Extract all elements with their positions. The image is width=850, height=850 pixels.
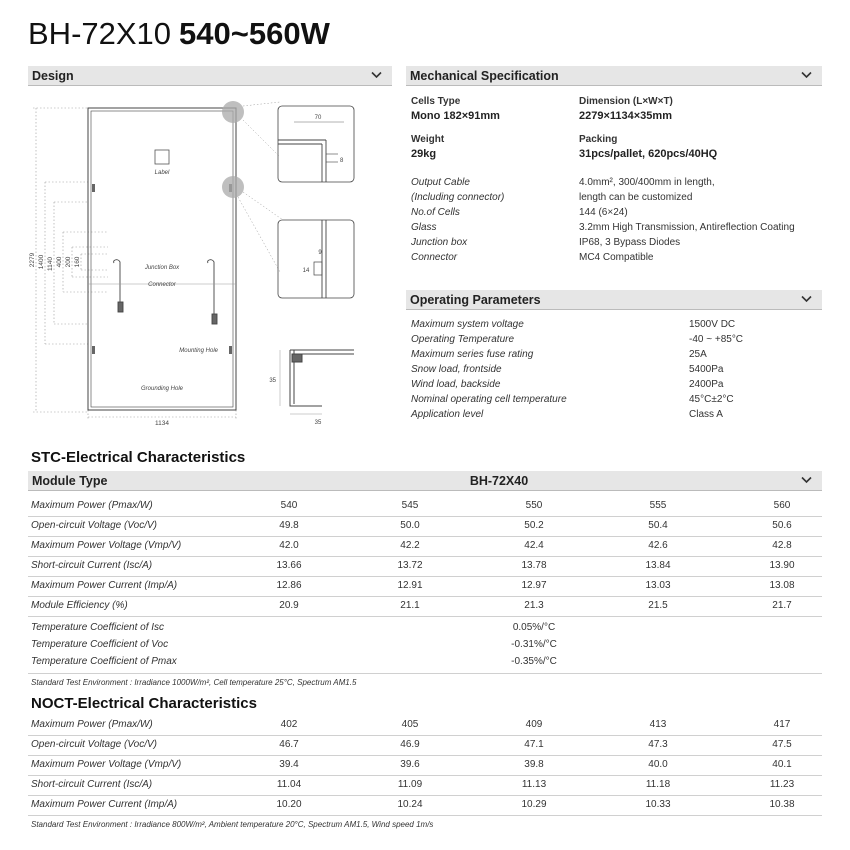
noct-cell: 10.20 [276,799,302,810]
noct-note: Standard Test Environment : Irradiance 800W/m², Ambient temperature 20°C, Spectrum AM1.5, Wind speed 1m/s [31,820,434,829]
stc-cell: 50.6 [772,520,792,531]
chevron-down-icon[interactable] [801,476,812,484]
temp-coef-name: Temperature Coefficient of Pmax [31,656,177,667]
stc-cell: 42.0 [279,540,299,551]
stc-cell: 21.5 [648,600,668,611]
operating-row-value: 45°C±2°C [689,394,734,405]
stc-cell: 13.90 [769,560,795,571]
noct-cell: 413 [649,719,667,730]
weight-label: Weight [411,134,445,145]
noct-cell: 10.29 [521,799,547,810]
power-range: 540~560W [179,16,330,51]
operating-row-name: Wind load, backside [411,379,501,390]
stc-cell: 560 [773,500,791,511]
stc-row-name: Short-circuit Current (Isc/A) [31,560,153,571]
mech-row-value: 4.0mm², 300/400mm in length, [579,177,715,188]
page-title [28,14,330,54]
operating-section-header[interactable] [406,290,822,310]
operating-row-value: 1500V DC [689,319,736,330]
mechanical-section-header[interactable] [406,66,822,86]
dim-160: 160 [74,256,81,268]
stc-row [28,576,822,597]
stc-cell: 12.86 [276,580,302,591]
stc-row-name: Module Efficiency (%) [31,600,128,611]
mech-row-name: Output Cable [411,177,470,188]
stc-row-name: Maximum Power Current (Imp/A) [31,580,178,591]
noct-row-name: Maximum Power Current (Imp/A) [31,799,178,810]
label-text: Label [154,170,170,176]
noct-heading: NOCT-Electrical Characteristics [31,695,257,712]
operating-row-name: Operating Temperature [411,334,515,345]
noct-cell: 39.4 [279,759,299,770]
noct-cell: 40.0 [648,759,668,770]
operating-row-value: 5400Pa [689,364,724,375]
cells-type-value: Mono 182×91mm [411,110,500,122]
dimension-value: 2279×1134×35mm [579,110,672,122]
dim-width: 1134 [155,420,169,427]
stc-cell: 49.8 [279,520,299,531]
dimension-label: Dimension (L×W×T) [579,96,673,107]
mech-row-value: IP68, 3 Bypass Diodes [579,237,681,248]
stc-heading: STC-Electrical Characteristics [31,449,246,466]
stc-row-name: Maximum Power (Pmax/W) [31,500,153,511]
noct-cell: 39.8 [524,759,544,770]
stc-row-name: Open-circuit Voltage (Voc/V) [31,520,157,531]
stc-cell: 13.66 [276,560,302,571]
module-type-header[interactable] [28,471,822,491]
stc-cell: 13.78 [521,560,547,571]
stc-cell: 550 [525,500,543,511]
dim-9: 9 [318,250,322,256]
operating-row-name: Application level [411,409,484,420]
cells-type-label: Cells Type [411,96,461,107]
dim-height: 2279 [29,252,36,268]
stc-cell: 42.2 [400,540,420,551]
noct-cell: 409 [525,719,543,730]
noct-cell: 47.1 [524,739,544,750]
stc-row [28,556,822,577]
noct-row [28,775,822,796]
noct-cell: 402 [280,719,298,730]
noct-cell: 10.24 [397,799,423,810]
stc-cell: 545 [401,500,419,511]
stc-cell: 13.72 [397,560,423,571]
noct-row [28,735,822,756]
stc-cell: 42.8 [772,540,792,551]
stc-row [28,516,822,537]
mounting-hole-label: Mounting Hole [179,348,218,354]
mech-row-value: MC4 Compatible [579,252,654,263]
design-section-title: Design [32,69,74,83]
noct-cell: 11.09 [397,779,423,790]
mech-row-value: 3.2mm High Transmission, Antireflection Coating [579,222,795,233]
stc-cell: 540 [280,500,298,511]
stc-cell: 12.97 [521,580,547,591]
stc-cell: 13.84 [645,560,671,571]
dim-35-height: 35 [269,378,276,384]
module-type-label: Module Type [32,474,108,488]
chevron-down-icon[interactable] [801,71,812,79]
stc-cell: 13.08 [769,580,795,591]
stc-cell: 20.9 [279,600,299,611]
noct-cell: 11.04 [276,779,302,790]
stc-note: Standard Test Environment : Irradiance 1000W/m², Cell temperature 25°C, Spectrum AM1.5 [31,678,357,687]
temp-coef-name: Temperature Coefficient of Voc [31,639,169,650]
stc-row [28,496,822,517]
noct-cell: 40.1 [772,759,792,770]
stc-row-name: Maximum Power Voltage (Vmp/V) [31,540,182,551]
stc-cell: 50.2 [524,520,544,531]
dim-14: 14 [302,268,310,274]
module-type-value: BH-72X40 [469,474,529,488]
noct-cell: 405 [401,719,419,730]
dim-1140: 1140 [47,257,54,271]
stc-row [28,536,822,557]
noct-row-name: Short-circuit Current (Isc/A) [31,779,153,790]
noct-cell: 10.38 [769,799,795,810]
chevron-down-icon[interactable] [371,71,382,79]
noct-row [28,715,822,736]
temp-coef-value: 0.05%/°C [512,622,556,633]
mech-row-name: Junction box [411,237,468,248]
dim-70: 70 [314,115,322,121]
stc-cell: 555 [649,500,667,511]
packing-value: 31pcs/pallet, 620pcs/40HQ [579,148,718,160]
noct-cell: 11.13 [521,779,547,790]
noct-row-name: Maximum Power Voltage (Vmp/V) [31,759,182,770]
temp-coef-value: -0.31%/°C [511,639,557,650]
mech-row-value: length can be customized [579,192,693,203]
noct-cell: 46.9 [400,739,420,750]
connector-label: Connector [148,282,176,288]
dim-1400: 1400 [38,254,45,270]
stc-cell: 21.3 [524,600,544,611]
noct-cell: 10.33 [645,799,671,810]
grounding-hole-label: Grounding Hole [140,386,184,392]
module-drawing [28,92,358,427]
model-name: BH-72X10 [28,16,172,51]
operating-row-value: 25A [689,349,707,360]
mech-row-name: Connector [411,252,458,263]
chevron-down-icon[interactable] [801,295,812,303]
noct-cell: 39.6 [400,759,420,770]
junction-box-label: Junction Box [144,265,180,271]
stc-cell: 12.91 [397,580,423,591]
divider [28,673,822,674]
operating-row-name: Maximum series fuse rating [411,349,534,360]
mech-row-name: (Including connector) [411,192,505,203]
mech-row-value: 144 (6×24) [579,207,628,218]
mechanical-section-title: Mechanical Specification [410,69,559,83]
operating-row-value: -40 ~ +85°C [689,334,744,345]
design-section-header[interactable] [28,66,392,86]
noct-cell: 417 [773,719,791,730]
temp-coef-name: Temperature Coefficient of Isc [31,622,165,633]
dim-35-width: 35 [314,420,322,426]
stc-cell: 50.4 [648,520,668,531]
noct-cell: 11.18 [645,779,671,790]
noct-row-name: Maximum Power (Pmax/W) [31,719,153,730]
stc-cell: 42.6 [648,540,668,551]
dim-200: 200 [65,256,72,268]
stc-cell: 13.03 [645,580,671,591]
noct-cell: 11.23 [769,779,795,790]
stc-cell: 21.1 [400,600,420,611]
noct-row-name: Open-circuit Voltage (Voc/V) [31,739,157,750]
operating-row-name: Maximum system voltage [411,319,524,330]
dim-8: 8 [340,158,344,164]
packing-label: Packing [579,134,618,145]
stc-row [28,596,822,617]
stc-cell: 21.7 [772,600,792,611]
noct-cell: 47.5 [772,739,792,750]
operating-row-value: 2400Pa [689,379,724,390]
operating-row-name: Nominal operating cell temperature [411,394,567,405]
temp-coef-value: -0.35%/°C [511,656,557,667]
operating-section-title: Operating Parameters [410,293,541,307]
dim-400: 400 [56,256,63,268]
noct-row [28,795,822,816]
weight-value: 29kg [411,148,437,160]
operating-row-value: Class A [689,409,723,420]
stc-cell: 42.4 [524,540,544,551]
noct-cell: 46.7 [279,739,299,750]
noct-row [28,755,822,776]
mech-row-name: No.of Cells [411,207,460,218]
operating-row-name: Snow load, frontside [411,364,502,375]
stc-cell: 50.0 [400,520,420,531]
mech-row-name: Glass [411,222,437,233]
noct-cell: 47.3 [648,739,668,750]
